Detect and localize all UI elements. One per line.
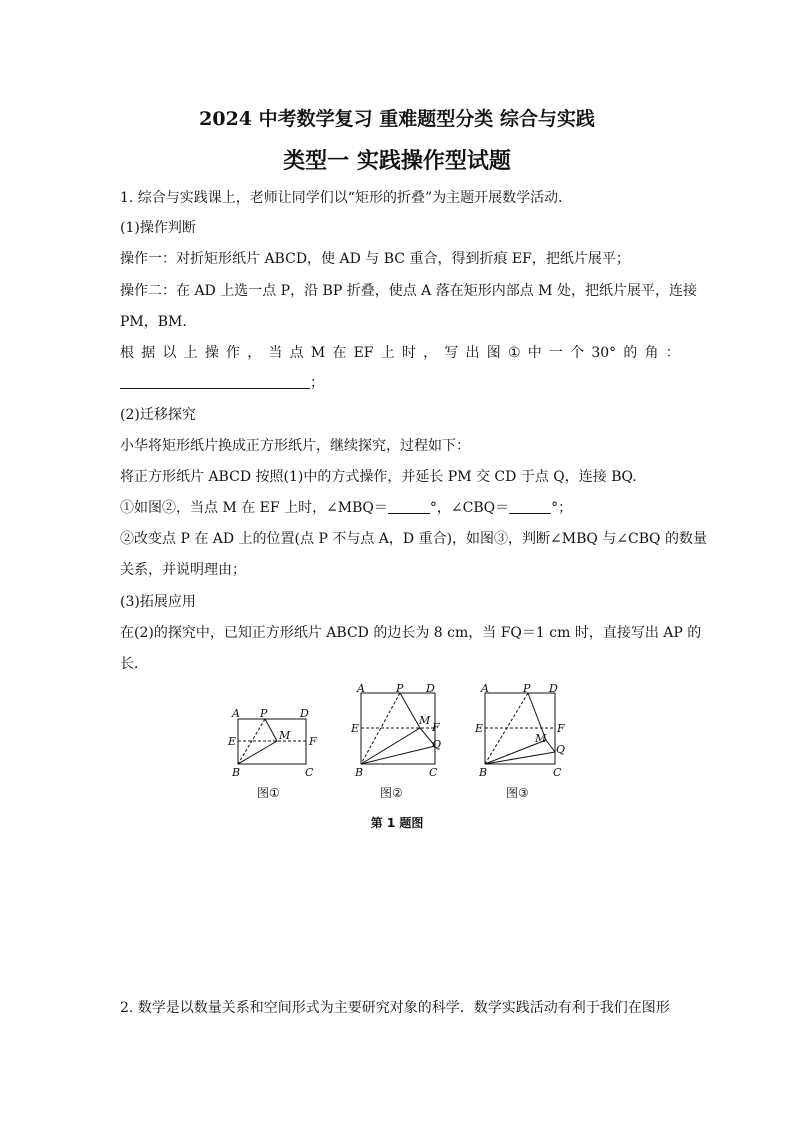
ask-token: 中 [527,345,542,361]
ask-token: 角 [644,345,659,361]
figure-1-diagram [238,719,306,764]
fig2-label-e: E [351,722,360,735]
fig2-bm [361,728,420,764]
answer-blank[interactable] [120,374,310,389]
part-2-label: (2)迁移探究 [120,407,196,423]
part-2-question-1 [120,498,680,518]
operation-1: 操作一：对折矩形纸片 ABCD，使 AD 与 BC 重合，得到折痕 EF，把纸片展平； [120,251,630,267]
ask-token: 在 [332,345,347,361]
ask-token: ， [247,345,262,361]
part-2-line-2: 将正方形纸片 ABCD 按照(1)中的方式操作，并延长 PM 交 CD 于点 Q，连接 BQ. [120,469,637,485]
fig2-label-c: C [429,766,438,779]
ask-token: 点 [289,345,304,361]
fig3-label-b: B [479,766,488,779]
q1-text-b: °，∠CBQ＝ [429,500,510,516]
fig3-label-m: M [535,732,547,745]
ask-token: ， [423,345,438,361]
ask-token: EF [353,345,374,361]
fig2-bq [361,746,435,764]
fig1-label-c: C [305,766,314,779]
fig2-label-m: M [419,714,431,727]
ask-token: ① [507,345,521,361]
ask-token: ： [665,345,680,361]
question-2-intro: 2. 数学是以数量关系和空间形式为主要研究对象的科学．数学实践活动有利于我们在图形 [120,1000,670,1016]
figure-2-diagram [361,693,435,764]
fig2-label-p: P [396,682,404,695]
document-title: 2024 中考数学复习 重难题型分类 综合与实践 [199,108,595,130]
ask-token: 时 [401,345,416,361]
fig1-label-m: M [279,729,291,742]
ask-token: 的 [623,345,638,361]
fig3-label-c: C [553,766,562,779]
fig1-label-e: E [228,735,237,748]
ask-token: 据 [141,345,156,361]
part-2-question-2-line-1: ②改变点 P 在 AD 上的位置(点 P 不与点 A，D 重合)，如图③，判断∠MBQ 与∠CBQ 的数量 [120,531,707,547]
part-2-question-2-line-2: 关系，并说明理由； [120,562,246,578]
q1-text-a: ①如图②，当点 M 在 EF 上时，∠MBQ＝ [120,500,388,516]
part-3-line-1: 在(2)的探究中，已知正方形纸片 ABCD 的边长为 8 cm，当 FQ＝1 cm 时，直接写出 AP 的 [120,625,702,641]
mbq-blank[interactable] [388,499,430,514]
fig2-label-q: Q [432,738,442,751]
ask-token: 根 [120,345,134,361]
q1-text-c: °； [551,500,573,516]
part-2-line-1: 小华将矩形纸片换成正方形纸片，继续探究，过程如下： [120,438,470,454]
ask-token: 个 [570,345,585,361]
fig2-label-b: B [355,766,364,779]
ask-token: 图 [486,345,501,361]
ask-token: 30° [591,345,617,361]
question-1-intro: 1. 综合与实践课上，老师让同学们以“矩形的折叠”为主题开展数学活动． [120,190,573,206]
fig2-label-a: A [357,682,365,695]
fig3-label-a: A [481,682,489,695]
fig2-label-d: D [426,682,435,695]
figure-group-title: 第 1 题图 [370,816,424,830]
ask-token: 上 [183,345,198,361]
figure-3-diagram [485,693,555,764]
fig3-label-d: D [549,682,558,695]
part-3-line-2: 长． [120,656,148,672]
ask-token: 当 [268,345,283,361]
part-1-label: (1)操作判断 [120,220,196,236]
fig1-label-b: B [232,766,241,779]
operation-2-line-1: 操作二：在 AD 上选一点 P，沿 BP 折叠，使点 A 落在矩形内部点 M 处，把纸片展平，连接 [120,283,697,299]
part-3-label: (3)拓展应用 [120,594,196,610]
fig1-label-p: P [260,707,268,720]
question-ask-line [120,343,680,363]
answer-line [120,373,680,393]
fig3-bq [485,752,555,764]
fig2-label-f: F [432,721,440,734]
ask-token: 上 [380,345,395,361]
fig1-label-a: A [232,707,240,720]
cbq-blank[interactable] [509,499,551,514]
fig1-label-f: F [309,735,317,748]
ask-token: M [310,345,326,361]
ask-token: 以 [162,345,177,361]
section-subtitle: 类型一 实践操作型试题 [283,148,511,174]
ask-token: 操 [204,345,219,361]
ask-token: 作 [226,345,241,361]
fig3-label-e: E [475,722,484,735]
fig1-label-d: D [300,707,309,720]
fig3-label-q: Q [556,743,566,756]
figure-1-caption: 图① [257,786,280,800]
figures-area [0,676,794,836]
ask-token: 出 [465,345,480,361]
ask-token: 写 [444,345,459,361]
operation-2-line-2: PM，BM. [120,314,187,330]
ask-token: 一 [548,345,563,361]
fig3-label-p: P [523,682,531,695]
answer-end-mark: ； [310,375,324,391]
figure-3-caption: 图③ [506,786,529,800]
figure-2-caption: 图② [380,786,403,800]
fig3-label-f: F [557,722,565,735]
